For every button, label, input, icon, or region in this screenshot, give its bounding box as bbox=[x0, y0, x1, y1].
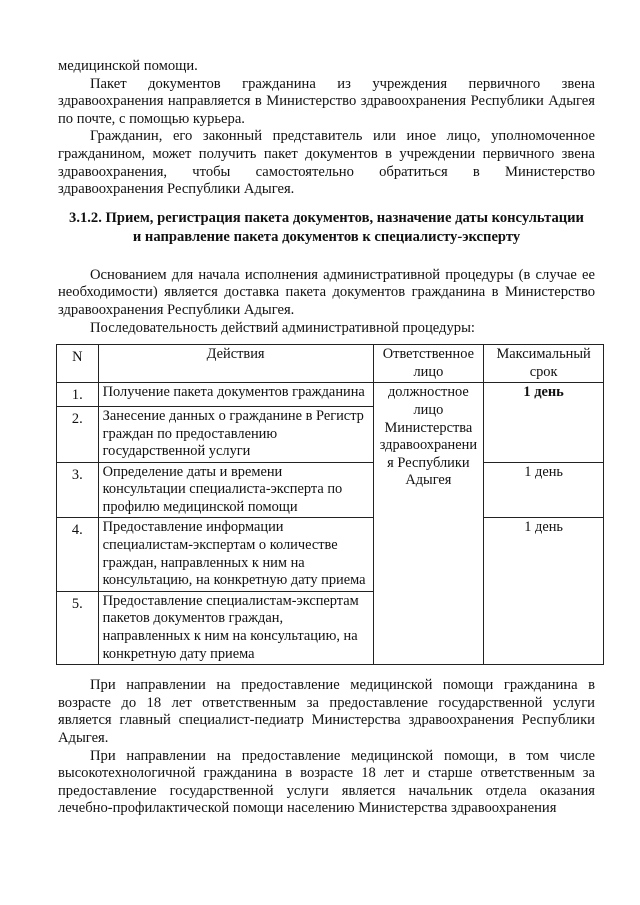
row-number: 2. bbox=[57, 406, 99, 462]
row-action: Определение даты и времени консультации специалиста-эксперта по профилю медицинской помощи bbox=[98, 462, 373, 518]
row-action: Предоставление информации специалистам-экспертам о количестве граждан, направленных к ним на консультацию, на конкретную дату приема bbox=[98, 518, 373, 591]
row-number: 3. bbox=[57, 462, 99, 518]
header-n: N bbox=[57, 345, 99, 383]
intro-paragraph-delivery: Пакет документов гражданина из учреждения первичного звена здравоохранения направляется в Министерство здравоохранения Республики Адыгея по почте, с помощью курьера. bbox=[58, 75, 595, 127]
responsible-person: должностное лицо Министерства здравоохранени я Республики Адыгея bbox=[373, 383, 484, 665]
row-term: 1 день bbox=[484, 383, 604, 462]
intro-paragraph-self-pickup: Гражданин, его законный представитель или иное лицо, уполномоченное гражданином, может получить пакет документов в учреждении первичного звена здравоохранения, чтобы самостоятельно обратиться в Министерство здравоохранения Республики Адыгея. bbox=[58, 128, 595, 198]
table-row bbox=[57, 462, 604, 518]
row-action: Получение пакета документов гражданина bbox=[98, 383, 373, 407]
row-number: 5. bbox=[57, 591, 99, 664]
table-row bbox=[57, 383, 604, 407]
pediatric-responsible-paragraph: При направлении на предоставление медицинской помощи гражданина в возрасте до 18 лет ответственным за предоставление государственной услуги является главный специалист-педиатр Министерства здравоохранения Республики Адыгея. bbox=[58, 677, 595, 746]
row-action: Предоставление специалистам-экспертам пакетов документов граждан, направленных к ним на консультацию, на конкретную дату приема bbox=[98, 591, 373, 664]
intro-continuation: медицинской помощи. bbox=[58, 58, 198, 74]
header-action: Действия bbox=[98, 345, 373, 383]
document-page bbox=[58, 58, 595, 818]
row-number: 1. bbox=[57, 383, 99, 407]
procedure-table bbox=[56, 344, 604, 665]
row-term: 1 день bbox=[484, 518, 604, 665]
header-term: Максимальный срок bbox=[484, 345, 604, 383]
row-action: Занесение данных о гражданине в Регистр граждан по предоставлению государственной услуги bbox=[98, 406, 373, 462]
header-responsible: Ответственное лицо bbox=[373, 345, 484, 383]
table-header-row bbox=[57, 345, 604, 383]
section-heading-line-2: и направление пакета документов к специалисту-эксперту bbox=[132, 228, 521, 245]
row-number: 4. bbox=[57, 518, 99, 591]
row-term: 1 день bbox=[484, 462, 604, 518]
section-sequence-paragraph: Последовательность действий административной процедуры: bbox=[90, 319, 475, 336]
section-basis-paragraph: Основанием для начала исполнения административной процедуры (в случае ее необходимости) является доставка пакета документов гражданина в Министерство здравоохранения Республики Адыгея. bbox=[58, 266, 595, 318]
adult-responsible-paragraph: При направлении на предоставление медицинской помощи, в том числе высокотехнологичной гражданина в возрасте 18 лет и старше ответственным за предоставление государственной услуги является начальник отдела оказания лечебно-профилактической помощи населению Министерства здравоохранения bbox=[58, 747, 595, 817]
section-heading-line-1: 3.1.2. Прием, регистрация пакета документов, назначение даты консультации bbox=[69, 209, 584, 226]
section-heading bbox=[58, 209, 595, 247]
table-row bbox=[57, 518, 604, 591]
